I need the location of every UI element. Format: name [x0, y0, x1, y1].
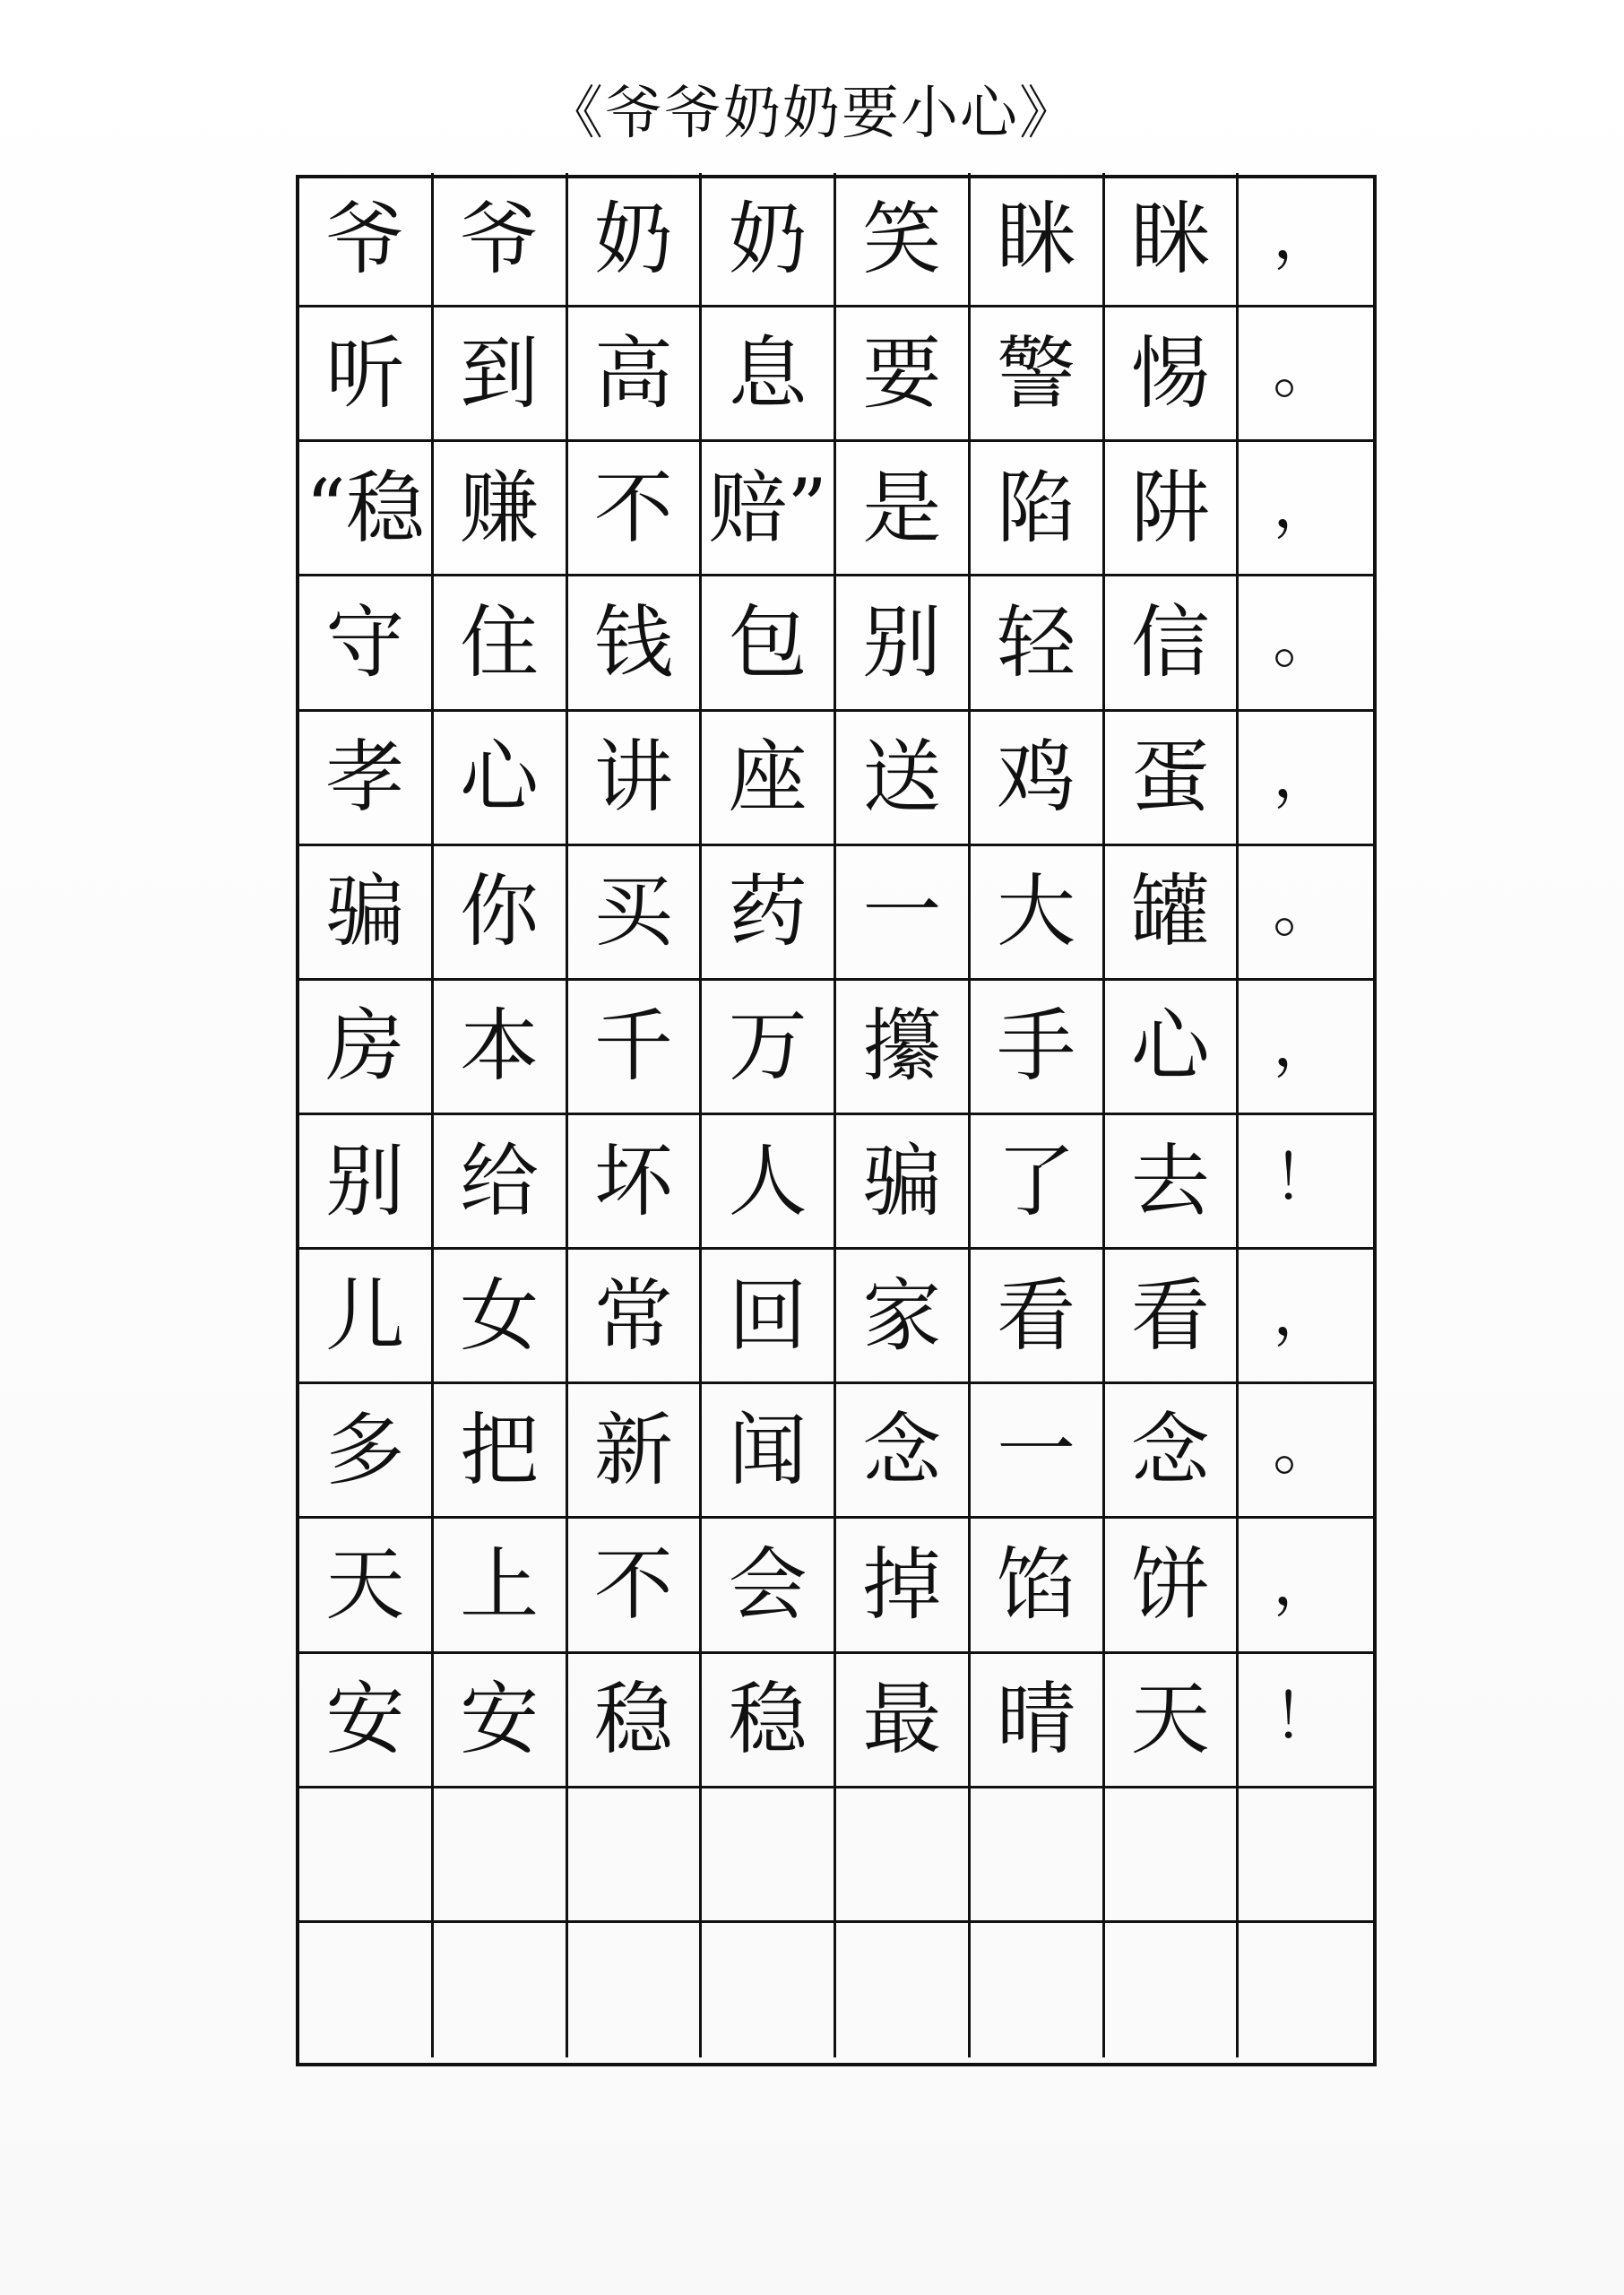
grid-cell: 惕: [1105, 307, 1240, 442]
grid-cell: 鸡: [971, 712, 1105, 846]
grid-cell: 高: [568, 307, 703, 442]
grid-cell: 房: [299, 981, 434, 1115]
grid-cell-empty: [702, 1788, 836, 1923]
grid-cell-empty: [971, 1788, 1105, 1923]
grid-cell: 药: [702, 846, 836, 981]
grid-cell: 千: [568, 981, 703, 1115]
grid-cell: 心: [1105, 981, 1240, 1115]
grid-cell-empty: [434, 1923, 568, 2057]
grid-cell-empty: [299, 1788, 434, 1923]
grid-cell: ，: [1239, 1519, 1373, 1653]
grid-cell-empty: [434, 1788, 568, 1923]
grid-cell-empty: [299, 1923, 434, 2057]
grid-cell-empty: [836, 1923, 971, 2057]
grid-cell: 住: [434, 576, 568, 711]
grid-cell: 回: [702, 1250, 836, 1384]
grid-cell-empty: [971, 1923, 1105, 2057]
grid-cell: ，: [1239, 442, 1373, 576]
grid-cell: 晴: [971, 1654, 1105, 1788]
grid-cell: 手: [971, 981, 1105, 1115]
grid-cell: 儿: [299, 1250, 434, 1384]
grid-cell: 把: [434, 1384, 568, 1519]
grid-cell: 要: [836, 307, 971, 442]
grid-cell: ！: [1239, 1654, 1373, 1788]
grid-cell: 听: [299, 307, 434, 442]
grid-cell: 买: [568, 846, 703, 981]
grid-cell: 到: [434, 307, 568, 442]
grid-cell: 看: [971, 1250, 1105, 1384]
grid-cell: 上: [434, 1519, 568, 1653]
grid-cell: 攥: [836, 981, 971, 1115]
grid-cell: 会: [702, 1519, 836, 1653]
grid-cell: 座: [702, 712, 836, 846]
grid-cell: 讲: [568, 712, 703, 846]
grid-cell: 送: [836, 712, 971, 846]
grid-cell: “稳: [299, 442, 434, 576]
grid-cell: 心: [434, 712, 568, 846]
writing-grid: [296, 175, 1377, 2066]
grid-cell: 别: [836, 576, 971, 711]
poem-title: 《爷爷奶奶要小心》: [546, 81, 1078, 147]
grid-cell: 。: [1239, 307, 1373, 442]
grid-cell-empty: [568, 1788, 703, 1923]
grid-cell: ！: [1239, 1115, 1373, 1250]
grid-cell: 孝: [299, 712, 434, 846]
grid-cell: 安: [434, 1654, 568, 1788]
grid-cell: 女: [434, 1250, 568, 1384]
grid-cell: 最: [836, 1654, 971, 1788]
grid-cell-empty: [1105, 1788, 1240, 1923]
grid-cell: 骗: [836, 1115, 971, 1250]
grid-cell: 奶: [568, 173, 703, 307]
grid-cell-empty: [702, 1923, 836, 2057]
grid-cell: 常: [568, 1250, 703, 1384]
grid-cell: 念: [836, 1384, 971, 1519]
grid-cell: 人: [702, 1115, 836, 1250]
grid-cell-empty: [1239, 1788, 1373, 1923]
grid-cell: 稳: [702, 1654, 836, 1788]
grid-cell: ，: [1239, 981, 1373, 1115]
grid-cell: 坏: [568, 1115, 703, 1250]
grid-cell-empty: [568, 1923, 703, 2057]
grid-cell: 新: [568, 1384, 703, 1519]
grid-cell: 万: [702, 981, 836, 1115]
grid-cell: 眯: [971, 173, 1105, 307]
grid-cell: 不: [568, 442, 703, 576]
grid-cell-empty: [836, 1788, 971, 1923]
grid-cell: 。: [1239, 846, 1373, 981]
grid-cell-empty: [1105, 1923, 1240, 2057]
grid-cell: 去: [1105, 1115, 1240, 1250]
grid-cell: 天: [299, 1519, 434, 1653]
grid-cell: 笑: [836, 173, 971, 307]
grid-cell: ，: [1239, 712, 1373, 846]
grid-cell: 家: [836, 1250, 971, 1384]
grid-cell: 大: [971, 846, 1105, 981]
grid-cell: 守: [299, 576, 434, 711]
grid-cell: 。: [1239, 576, 1373, 711]
grid-cell: 一: [971, 1384, 1105, 1519]
grid-cell: 蛋: [1105, 712, 1240, 846]
grid-cell: 骗: [299, 846, 434, 981]
grid-cell: 给: [434, 1115, 568, 1250]
grid-cell: 安: [299, 1654, 434, 1788]
grid-cell: 闻: [702, 1384, 836, 1519]
grid-cell: 信: [1105, 576, 1240, 711]
grid-cell: 不: [568, 1519, 703, 1653]
grid-cell: 眯: [1105, 173, 1240, 307]
grid-cell: 别: [299, 1115, 434, 1250]
grid-cell: 你: [434, 846, 568, 981]
grid-cell: 爷: [434, 173, 568, 307]
grid-cell: 奶: [702, 173, 836, 307]
grid-cell: 赚: [434, 442, 568, 576]
grid-cell: 看: [1105, 1250, 1240, 1384]
grid-cell: 罐: [1105, 846, 1240, 981]
grid-cell: 陷: [971, 442, 1105, 576]
grid-cell: 赔”: [702, 442, 836, 576]
grid-cell: 钱: [568, 576, 703, 711]
grid-cell: 轻: [971, 576, 1105, 711]
grid-cell: 掉: [836, 1519, 971, 1653]
grid-cell: 了: [971, 1115, 1105, 1250]
grid-cell: 爷: [299, 173, 434, 307]
grid-cell: 稳: [568, 1654, 703, 1788]
grid-cell: 念: [1105, 1384, 1240, 1519]
grid-cell: 饼: [1105, 1519, 1240, 1653]
grid-cell: ，: [1239, 1250, 1373, 1384]
grid-cell: 本: [434, 981, 568, 1115]
grid-cell: 息: [702, 307, 836, 442]
grid-cell: 天: [1105, 1654, 1240, 1788]
grid-cell-empty: [1239, 1923, 1373, 2057]
grid-cell: 馅: [971, 1519, 1105, 1653]
grid-cell: 一: [836, 846, 971, 981]
grid-cell: 多: [299, 1384, 434, 1519]
grid-cell: 阱: [1105, 442, 1240, 576]
grid-cell: 是: [836, 442, 971, 576]
grid-cell: 。: [1239, 1384, 1373, 1519]
grid-cell: ，: [1239, 173, 1373, 307]
grid-cell: 包: [702, 576, 836, 711]
grid-cell: 警: [971, 307, 1105, 442]
